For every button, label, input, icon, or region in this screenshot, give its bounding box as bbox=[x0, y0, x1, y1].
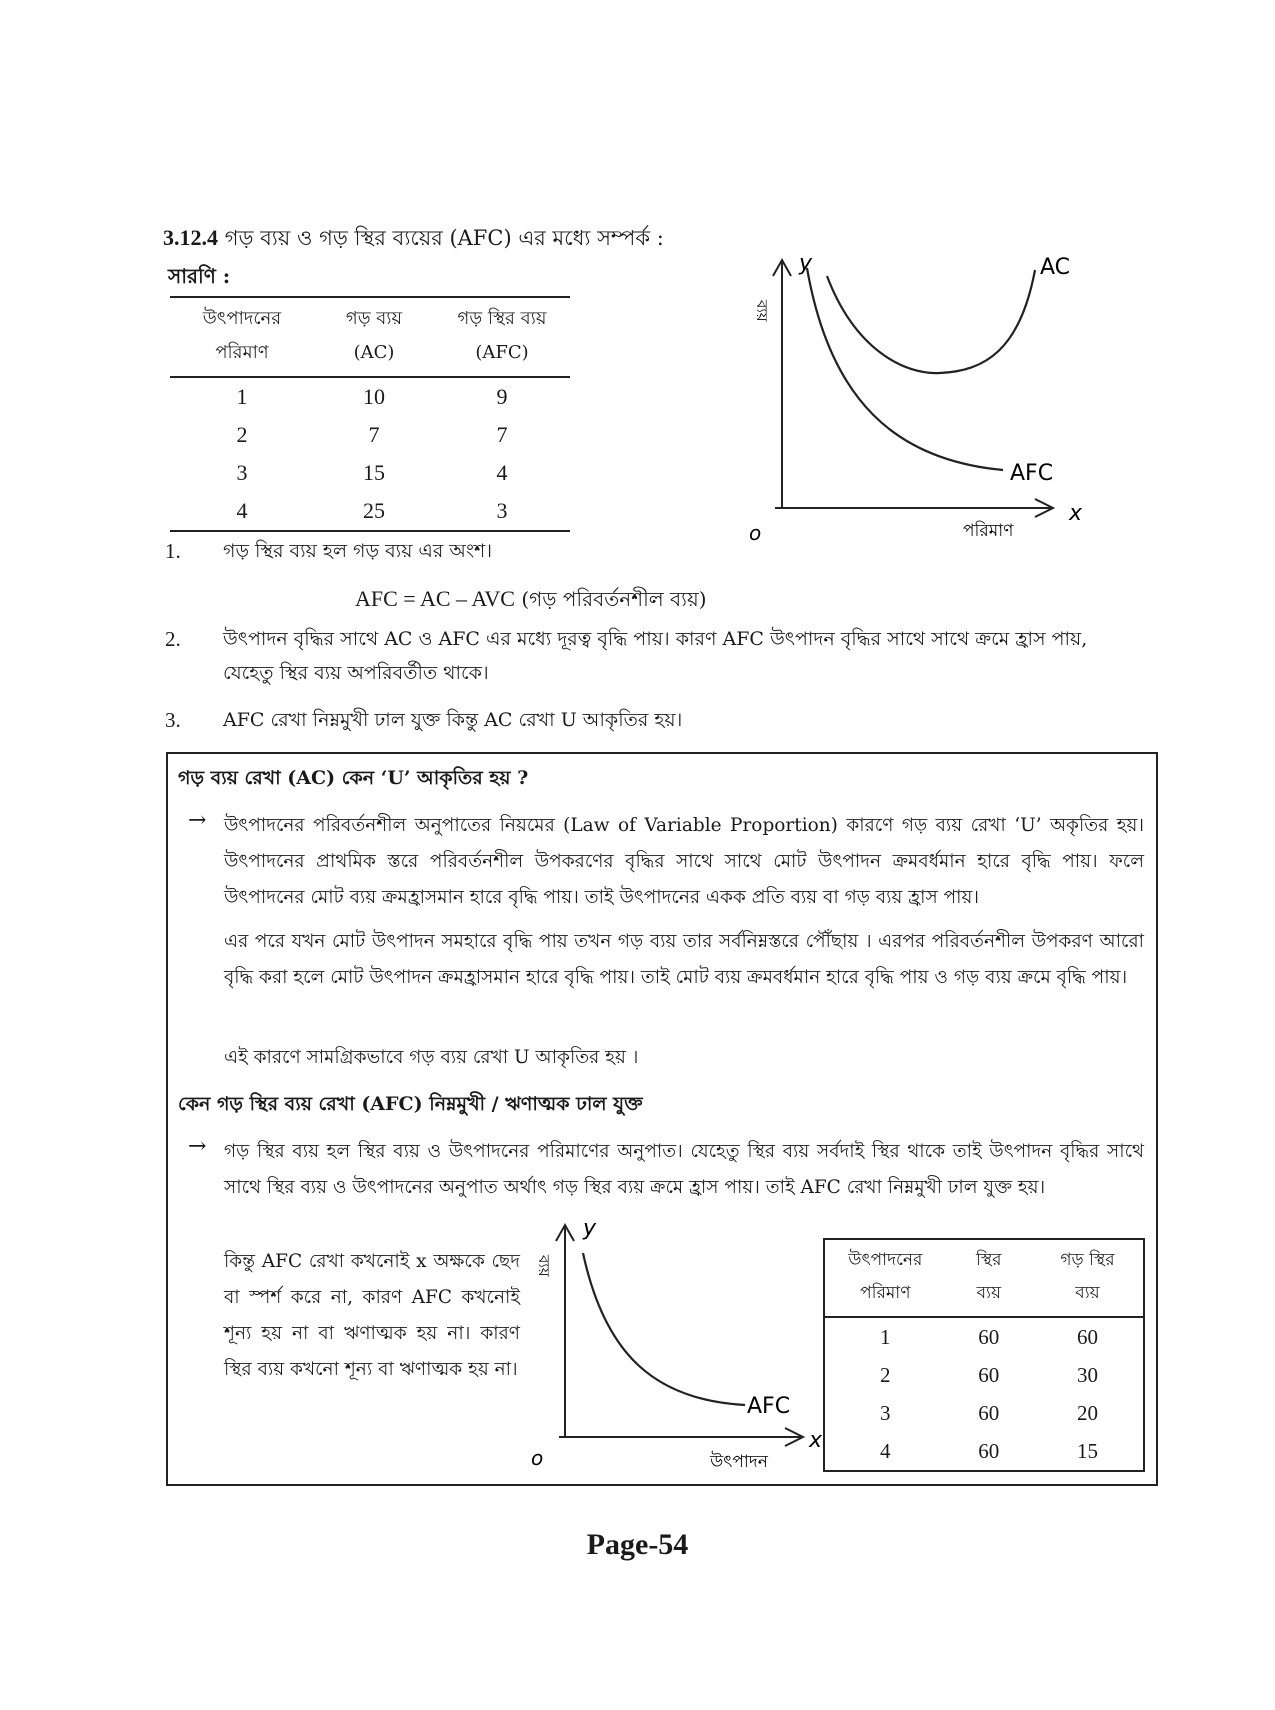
table-row: 3 60 20 bbox=[880, 1400, 1098, 1425]
page-number: Page-54 bbox=[586, 1528, 689, 1561]
y-axis-label: ব্যয় bbox=[753, 300, 771, 322]
afc-curve-label: AFC bbox=[1010, 461, 1054, 486]
y-axis-label: ব্যয় bbox=[535, 1255, 553, 1277]
table-header-row bbox=[170, 297, 570, 377]
section-title: গড় ব্যয় ও গড় স্থির ব্যয়ের (AFC) এর মধ্যে সম্পর্ক : bbox=[224, 226, 664, 250]
x-axis-letter: x bbox=[809, 1428, 823, 1453]
fixed-cost-table bbox=[823, 1238, 1145, 1472]
col-header-afc: গড় স্থির ব্যয় (AFC) bbox=[434, 297, 570, 377]
y-axis-letter: y bbox=[799, 251, 813, 276]
x-axis-letter: x bbox=[1069, 501, 1083, 526]
afc-curve-label: AFC bbox=[747, 1394, 791, 1419]
ac-afc-table bbox=[170, 296, 570, 532]
afc-curve bbox=[583, 1253, 745, 1405]
arrow-icon: → bbox=[188, 808, 207, 833]
table-row: 4 60 15 bbox=[880, 1438, 1098, 1463]
col-header-afc: গড় স্থির ব্যয় bbox=[1032, 1239, 1144, 1317]
box-question-afc: কেন গড় স্থির ব্যয় রেখা (AFC) নিম্নমুখী / ঋণাত্মক ঢাল যুক্ত bbox=[178, 1093, 643, 1115]
col-header-fixed-cost: স্থির ব্যয় bbox=[946, 1239, 1032, 1317]
ac-explanation-p1: উৎপাদনের পরিবর্তনশীল অনুপাতের নিয়মের (Law of Variable Proportion) কারণে গড় ব্যয় রেখা ‘U’ অকৃতির হয়। উৎপাদনের প্রাথমিক স্তরে পরিবর্তনশীল উপকরণের বৃদ্ধির সাথে সাথে মোট উৎপাদন ক্রমবর্ধমান হারে বৃদ্ধি পায়। ফলে উৎপাদনের মোট ব্যয় ক্রমহ্রাসমান হারে বৃদ্ধি পায়। তাই উৎপাদনের একক প্রতি ব্যয় বা গড় ব্যয় হ্রাস পায়। bbox=[224, 815, 1144, 908]
ac-explanation-p3: এই কারণে সামগ্রিকভাবে গড় ব্যয় রেখা U আকৃতির হয় । bbox=[224, 1047, 639, 1068]
table-caption: সারণি : bbox=[168, 264, 231, 288]
origin-label: o bbox=[749, 521, 762, 545]
table-row: 1 10 9 bbox=[236, 384, 508, 409]
table-row: 3 15 4 bbox=[236, 460, 508, 485]
ac-curve-label: AC bbox=[1040, 255, 1071, 280]
box-question-ac: গড় ব্যয় রেখা (AC) কেন ‘U’ আকৃতির হয় ? bbox=[178, 767, 529, 789]
formula bbox=[355, 585, 707, 618]
table-row: 4 25 3 bbox=[170, 492, 570, 531]
section-heading bbox=[163, 222, 664, 257]
table-header-row bbox=[824, 1239, 1144, 1317]
arrow-icon: → bbox=[188, 1134, 207, 1159]
formula-expression: AFC = AC – AVC bbox=[355, 586, 515, 611]
origin-label: o bbox=[531, 1446, 544, 1470]
ac-explanation-p2: এর পরে যখন মোট উৎপাদন সমহারে বৃদ্ধি পায় তখন গড় ব্যয় তার সর্বনিম্নস্তরে পৌঁছায় । এরপর পরিবর্তনশীল উপকরণ আরো বৃদ্ধি করা হলে মোট উৎপাদন ক্রমহ্রাসমান হারে বৃদ্ধি পায়। তাই মোট ব্যয় ক্রমবর্ধমান হারে বৃদ্ধি পায় ও গড় ব্যয় ক্রমে বৃদ্ধি পায়। bbox=[224, 931, 1144, 988]
col-header-quantity: উৎপাদনের পরিমাণ bbox=[170, 297, 314, 377]
ac-afc-graph bbox=[735, 240, 1095, 550]
col-header-quantity: উৎপাদনের পরিমাণ bbox=[824, 1239, 946, 1317]
table-row: 2 60 30 bbox=[880, 1362, 1098, 1387]
table-row: 2 7 7 bbox=[236, 422, 508, 447]
afc-explanation-p2: কিন্তু AFC রেখা কখনোই x অক্ষকে ছেদ বা স্পর্শ করে না, কারণ AFC কখনোই শূন্য হয় না বা ঋণাত্মক হয় না। কারণ স্থির ব্যয় কখনো শূন্য বা ঋণাত্মক হয় না। bbox=[224, 1251, 520, 1380]
formula-note: (গড় পরিবর্তনশীল ব্যয়) bbox=[521, 587, 707, 611]
section-number: 3.12.4 bbox=[163, 225, 218, 250]
ac-curve bbox=[827, 270, 1035, 373]
afc-explanation-p1: গড় স্থির ব্যয় হল স্থির ব্যয় ও উৎপাদনের পরিমাণের অনুপাত। যেহেতু স্থির ব্যয় সর্বদাই স্থির থাকে তাই উৎপাদন বৃদ্ধির সাথে সাথে স্থির ব্যয় ও উৎপাদনের অনুপাত অর্থাৎ গড় স্থির ব্যয় ক্রমে হ্রাস পায়। তাই AFC রেখা নিম্নমুখী ঢাল যুক্ত হয়। bbox=[224, 1141, 1144, 1198]
x-axis-label: পরিমাণ bbox=[963, 521, 1014, 541]
x-axis-label: উৎপাদন bbox=[710, 1452, 768, 1472]
col-header-ac: গড় ব্যয় (AC) bbox=[314, 297, 434, 377]
afc-graph bbox=[525, 1205, 840, 1475]
table-row: 1 60 60 bbox=[880, 1324, 1098, 1349]
y-axis-letter: y bbox=[583, 1216, 597, 1241]
